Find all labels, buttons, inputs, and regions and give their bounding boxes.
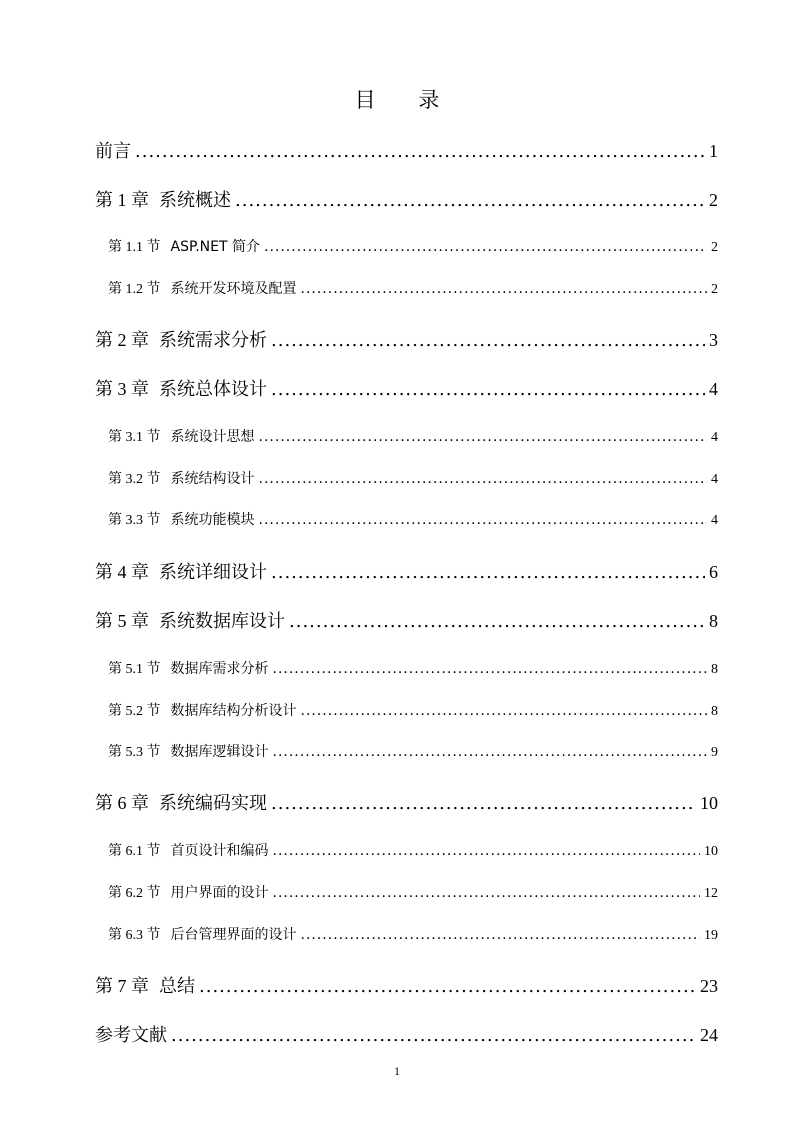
toc-entry-chapter-4[interactable]: [95, 558, 718, 584]
toc-entry-chapter-7[interactable]: [95, 972, 718, 998]
toc-page-number: 8: [709, 611, 718, 631]
toc-entry-label: 第 3 章 系统总体设计: [95, 379, 267, 400]
toc-entry-section-5-3[interactable]: [108, 741, 718, 761]
dot-leader: [273, 885, 701, 901]
toc-page-number: 23: [700, 976, 718, 996]
dot-leader: [135, 141, 705, 162]
toc-page-number: 4: [711, 430, 718, 445]
toc-entry-section-1-2[interactable]: [108, 278, 718, 298]
toc-entry-section-3-2[interactable]: [108, 468, 718, 488]
toc-page-number: 4: [709, 379, 718, 399]
dot-leader: [301, 703, 708, 719]
toc-page-number: 19: [704, 928, 718, 943]
toc-page-number: 2: [711, 240, 718, 255]
toc-entry-label: 第 5.2 节 数据库结构分析设计: [108, 703, 297, 719]
toc-entry-section-3-3[interactable]: [108, 509, 718, 529]
toc-entry-section-5-1[interactable]: [108, 658, 718, 678]
toc-entry-label: 第 4 章 系统详细设计: [95, 562, 267, 583]
toc-page-number: 2: [711, 282, 718, 297]
dot-leader: [264, 239, 707, 255]
dot-leader: [199, 976, 696, 997]
toc-entry-section-6-1[interactable]: [108, 840, 718, 860]
toc-entry-label: 参考文献: [95, 1025, 167, 1046]
toc-entry-label: 前言: [95, 141, 131, 162]
dot-leader: [273, 843, 701, 859]
dot-leader: [235, 190, 705, 211]
dot-leader: [271, 793, 696, 814]
toc-page-number: 4: [711, 513, 718, 528]
dot-leader: [273, 661, 708, 677]
page-footer-number: 1: [394, 1064, 400, 1078]
toc-entry-label: 第 6.2 节 用户界面的设计: [108, 885, 269, 901]
dot-leader: [259, 512, 708, 528]
toc-entry-label: 第 6 章 系统编码实现: [95, 793, 267, 814]
toc-entry-label: 第 7 章 总结: [95, 976, 195, 997]
toc-entry-label: 第 6.1 节 首页设计和编码: [108, 843, 269, 859]
toc-entry-label: 第 1.1 节 ASP.NET 简介: [108, 239, 260, 255]
toc-entry-chapter-6[interactable]: [95, 789, 718, 815]
toc-entry-chapter-5[interactable]: [95, 607, 718, 633]
dot-leader: [271, 330, 705, 351]
toc-page-number: 6: [709, 562, 718, 582]
toc-entry-section-1-1[interactable]: [108, 236, 718, 256]
dot-leader: [171, 1025, 696, 1046]
toc-entry-chapter-2[interactable]: [95, 326, 718, 352]
dot-leader: [271, 379, 705, 400]
toc-title: 目 录: [354, 88, 458, 112]
toc-entry-chapter-1[interactable]: [95, 186, 718, 212]
dot-leader: [273, 744, 708, 760]
toc-page-number: 24: [700, 1025, 718, 1045]
toc-entry-label: 第 1 章 系统概述: [95, 190, 231, 211]
toc-entry-label: 第 1.2 节 系统开发环境及配置: [108, 281, 297, 297]
toc-page-number: 8: [711, 704, 718, 719]
toc-entry-section-3-1[interactable]: [108, 426, 718, 446]
dot-leader: [271, 562, 705, 583]
toc-entry-label: 第 3.3 节 系统功能模块: [108, 512, 255, 528]
toc-page-number: 10: [700, 793, 718, 813]
dot-leader: [259, 471, 708, 487]
toc-entry-label: 第 5.1 节 数据库需求分析: [108, 661, 269, 677]
toc-entry-section-6-3[interactable]: [108, 924, 718, 944]
toc-entry-label: 第 3.1 节 系统设计思想: [108, 429, 255, 445]
toc-page-number: 12: [704, 886, 718, 901]
toc-page-number: 1: [709, 141, 718, 161]
toc-page-number: 3: [709, 330, 718, 350]
toc-entry-chapter-3[interactable]: [95, 375, 718, 401]
toc-page-number: 10: [704, 844, 718, 859]
toc-entry-preface[interactable]: [95, 137, 718, 163]
toc-entry-label: 第 2 章 系统需求分析: [95, 330, 267, 351]
dot-leader: [301, 927, 701, 943]
toc-entry-references[interactable]: [95, 1021, 718, 1047]
toc-entry-label: 第 6.3 节 后台管理界面的设计: [108, 927, 297, 943]
toc-entry-label: 第 5.3 节 数据库逻辑设计: [108, 744, 269, 760]
toc-page-number: 2: [709, 190, 718, 210]
toc-entry-label: 第 3.2 节 系统结构设计: [108, 471, 255, 487]
dot-leader: [289, 611, 705, 632]
toc-entry-section-6-2[interactable]: [108, 882, 718, 902]
toc-entry-section-5-2[interactable]: [108, 700, 718, 720]
dot-leader: [301, 281, 708, 297]
dot-leader: [259, 429, 708, 445]
toc-page-number: 9: [711, 745, 718, 760]
toc-page-number: 8: [711, 662, 718, 677]
toc-page-number: 4: [711, 472, 718, 487]
toc-entry-label: 第 5 章 系统数据库设计: [95, 611, 285, 632]
